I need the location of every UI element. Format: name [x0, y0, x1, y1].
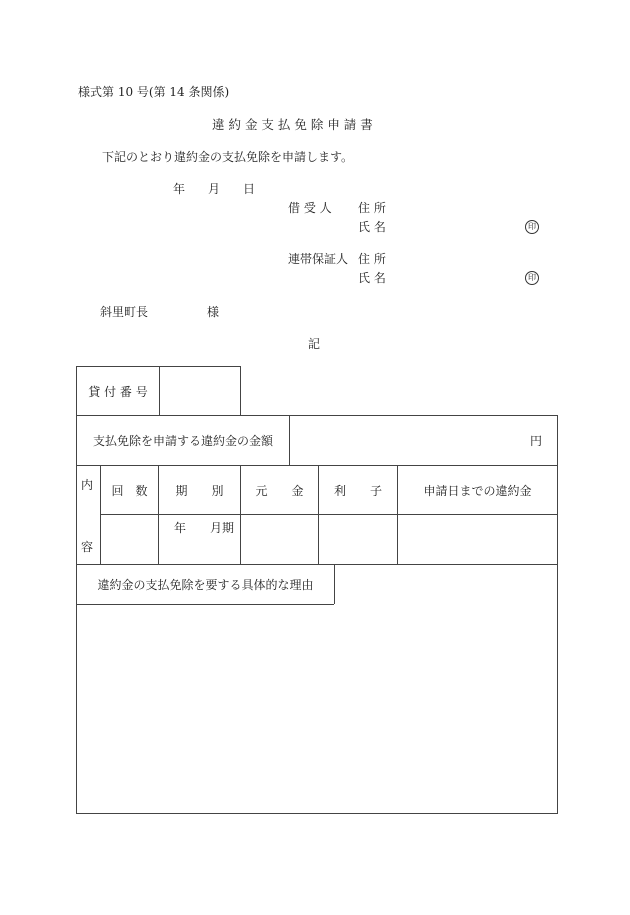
borrower-label: 借 受 人	[288, 201, 332, 215]
reason-field[interactable]	[77, 605, 557, 813]
borrower-name-label: 氏 名	[358, 220, 386, 234]
addressee-honorific: 様	[207, 305, 220, 319]
naiyo-top-label: 内	[81, 478, 94, 492]
addressee-name: 斜里町長	[100, 305, 149, 319]
yen-unit: 円	[530, 434, 543, 448]
penalty-header: 申請日までの違約金	[423, 483, 532, 498]
amount-label: 支払免除を申請する違約金の金額	[92, 434, 273, 448]
amount-field[interactable]	[290, 416, 557, 465]
penalty-field[interactable]	[398, 515, 557, 564]
reason-label: 違約金の支払免除を要する具体的な理由	[97, 578, 314, 592]
interest-field[interactable]	[319, 515, 397, 564]
table-line	[557, 415, 558, 814]
borrower-address-label: 住 所	[358, 201, 386, 215]
period-value: 年 月期	[174, 521, 235, 535]
guarantor-name-label: 氏 名	[358, 271, 386, 285]
guarantor-label: 連帯保証人	[288, 252, 349, 266]
ki-label: 記	[308, 337, 321, 351]
naiyo-bottom-label: 容	[81, 540, 94, 554]
guarantor-address-label: 住 所	[358, 252, 386, 266]
principal-field[interactable]	[241, 515, 318, 564]
date-day: 日	[243, 182, 256, 196]
intro-text: 下記のとおり違約金の支払免除を申請します。	[102, 150, 354, 164]
table-line	[240, 366, 241, 415]
principal-header: 元 金	[255, 483, 304, 498]
loan-number-field[interactable]	[160, 367, 240, 415]
table-line	[76, 813, 557, 814]
date-month: 月	[208, 182, 221, 196]
count-field[interactable]	[101, 515, 158, 564]
interest-header: 利 子	[333, 483, 382, 498]
count-header: 回 数	[111, 483, 148, 498]
table-line	[334, 564, 335, 604]
borrower-seal-icon: 印	[525, 220, 539, 234]
loan-number-label: 貸 付 番 号	[88, 384, 148, 399]
date-year: 年	[173, 182, 186, 196]
guarantor-seal-icon: 印	[525, 271, 539, 285]
period-header: 期 別	[175, 483, 224, 498]
form-number: 様式第 10 号(第 14 条関係)	[78, 85, 230, 99]
page-title: 違 約 金 支 払 免 除 申 請 書	[212, 117, 373, 132]
